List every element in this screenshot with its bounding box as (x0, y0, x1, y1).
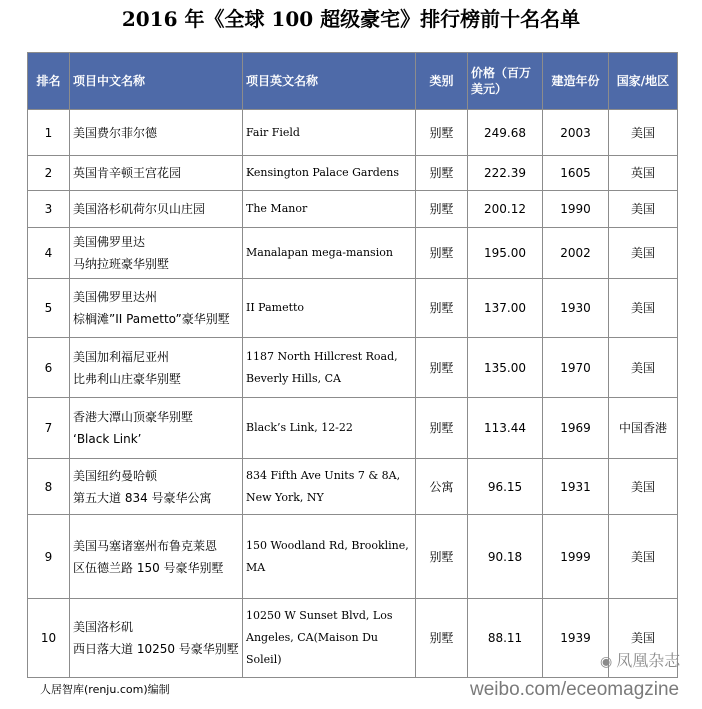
table-row (28, 338, 678, 398)
type-cell: 别墅 (416, 398, 468, 459)
en-name-cell (243, 110, 416, 156)
cn-name-line: 区伍德兰路 150 号豪华别墅 (73, 560, 224, 575)
price-cell: 200.12 (468, 191, 543, 228)
cn-name-cell (70, 110, 243, 156)
rank-cell: 10 (28, 599, 70, 678)
table-row (28, 398, 678, 459)
region-cell: 中国香港 (609, 398, 678, 459)
region-cell: 美国 (609, 228, 678, 279)
en-name-line: New York, NY (246, 490, 324, 504)
rank-cell: 5 (28, 279, 70, 338)
cn-name-line: 香港大潭山顶豪华别墅 (73, 410, 194, 424)
price-cell: 113.44 (468, 398, 543, 459)
en-name-line: Black’s Link, 12-22 (246, 421, 353, 434)
type-cell: 别墅 (416, 279, 468, 338)
rank-cell: 1 (28, 110, 70, 156)
en-name-line: 1187 North Hillcrest Road, (246, 349, 398, 363)
year-cell: 1970 (543, 338, 609, 398)
price-cell: 195.00 (468, 228, 543, 279)
year-cell: 2003 (543, 110, 609, 156)
header-en-name: 项目英文名称 (243, 53, 416, 110)
en-name-cell (243, 191, 416, 228)
region-cell: 美国 (609, 191, 678, 228)
year-cell: 2002 (543, 228, 609, 279)
cn-name-line: 美国加利福尼亚州 (73, 349, 170, 364)
cn-name-line: 西日落大道 10250 号豪华别墅 (73, 642, 239, 656)
page-title: 2016 年《全球 100 超级豪宅》排行榜前十名名单 (121, 7, 581, 31)
en-name-cell (243, 459, 416, 515)
type-cell: 别墅 (416, 338, 468, 398)
cn-name-cell (70, 459, 243, 515)
type-cell: 公寓 (416, 459, 468, 515)
year-cell: 1931 (543, 459, 609, 515)
en-name-line: Kensington Palace Gardens (246, 166, 400, 179)
region-cell: 美国 (609, 279, 678, 338)
header-year: 建造年份 (543, 53, 609, 110)
en-name-line: 834 Fifth Ave Units 7 & 8A, (246, 468, 401, 482)
cn-name-line: 美国纽约曼哈顿 (73, 468, 158, 483)
rank-cell: 6 (28, 338, 70, 398)
en-name-cell (243, 398, 416, 459)
type-cell: 别墅 (416, 515, 468, 599)
region-cell: 英国 (609, 156, 678, 191)
weibo-eye-icon: ◉ (600, 654, 613, 670)
rank-cell: 8 (28, 459, 70, 515)
price-cell: 88.11 (468, 599, 543, 678)
header-rank: 排名 (28, 53, 70, 110)
table-row (28, 228, 678, 279)
cn-name-line: ‘Black Link’ (73, 432, 142, 446)
en-name-line: 10250 W Sunset Blvd, Los (246, 609, 393, 622)
type-cell: 别墅 (416, 599, 468, 678)
table-row (28, 279, 678, 338)
region-cell: 美国 (609, 338, 678, 398)
header-cn-name: 项目中文名称 (70, 53, 243, 110)
weibo-watermark-logo (600, 651, 680, 672)
en-name-line: The Manor (246, 202, 308, 215)
cn-name-line: 马纳拉班豪华别墅 (73, 257, 170, 271)
rank-cell: 2 (28, 156, 70, 191)
cn-name-line: 比弗利山庄豪华别墅 (73, 371, 182, 386)
table-row (28, 459, 678, 515)
table-row (28, 599, 678, 678)
year-cell: 1990 (543, 191, 609, 228)
price-cell: 249.68 (468, 110, 543, 156)
rank-cell: 9 (28, 515, 70, 599)
en-name-line: 150 Woodland Rd, Brookline, (246, 538, 409, 552)
price-cell: 90.18 (468, 515, 543, 599)
watermark-logo-text: 凤凰杂志 (616, 651, 681, 670)
cn-name-line: 美国佛罗里达 (73, 235, 146, 249)
table-row (28, 156, 678, 191)
en-name-cell (243, 228, 416, 279)
source-footer: 人居智库(renju.com)编制 (40, 683, 170, 696)
year-cell: 1939 (543, 599, 609, 678)
year-cell: 1999 (543, 515, 609, 599)
weibo-watermark-url: weibo.com/eceomagzine (470, 679, 680, 700)
region-cell: 美国 (609, 110, 678, 156)
price-cell: 137.00 (468, 279, 543, 338)
header-price: 价格（百万美元） (468, 53, 543, 110)
table-row (28, 515, 678, 599)
cn-name-line: 第五大道 834 号豪华公寓 (73, 490, 212, 505)
en-name-cell (243, 599, 416, 678)
cn-name-line: 美国佛罗里达州 (73, 290, 158, 304)
cn-name-cell (70, 191, 243, 228)
cn-name-cell (70, 279, 243, 338)
price-cell: 96.15 (468, 459, 543, 515)
mansion-ranking-table (27, 52, 681, 678)
cn-name-cell (70, 515, 243, 599)
en-name-line: Beverly Hills, CA (246, 371, 341, 385)
year-cell: 1930 (543, 279, 609, 338)
table-row (28, 110, 678, 156)
cn-name-line: 美国洛杉矶荷尔贝山庄园 (73, 202, 206, 216)
cn-name-cell (70, 228, 243, 279)
cn-name-cell (70, 338, 243, 398)
cn-name-cell (70, 599, 243, 678)
en-name-cell (243, 515, 416, 599)
type-cell: 别墅 (416, 191, 468, 228)
region-cell: 美国 (609, 515, 678, 599)
header-region: 国家/地区 (609, 53, 678, 110)
en-name-line: MA (246, 560, 266, 574)
cn-name-line: 美国费尔菲尔德 (73, 125, 158, 140)
rank-cell: 4 (28, 228, 70, 279)
rank-cell: 3 (28, 191, 70, 228)
en-name-line: Manalapan mega-mansion (246, 246, 393, 259)
cn-name-cell (70, 398, 243, 459)
table-header-row (28, 53, 678, 110)
en-name-line: II Pametto (246, 301, 305, 314)
region-cell: 美国 (609, 459, 678, 515)
cn-name-line: 棕榈滩”II Pametto”豪华别墅 (73, 312, 230, 326)
price-cell: 135.00 (468, 338, 543, 398)
year-cell: 1969 (543, 398, 609, 459)
year-cell: 1605 (543, 156, 609, 191)
cn-name-line: 英国肯辛顿王宫花园 (73, 166, 182, 180)
cn-name-line: 美国马塞诸塞州布鲁克莱恩 (73, 538, 218, 553)
en-name-line: Fair Field (246, 125, 300, 139)
en-name-cell (243, 279, 416, 338)
price-cell: 222.39 (468, 156, 543, 191)
en-name-cell (243, 338, 416, 398)
en-name-cell (243, 156, 416, 191)
en-name-line: Angeles, CA(Maison Du (246, 631, 378, 644)
en-name-line: Soleil) (246, 653, 282, 666)
type-cell: 别墅 (416, 228, 468, 279)
cn-name-cell (70, 156, 243, 191)
type-cell: 别墅 (416, 110, 468, 156)
cn-name-line: 美国洛杉矶 (73, 620, 134, 634)
type-cell: 别墅 (416, 156, 468, 191)
rank-cell: 7 (28, 398, 70, 459)
header-type: 类别 (416, 53, 468, 110)
region-cell: 美国 (609, 599, 678, 678)
table-row (28, 191, 678, 228)
